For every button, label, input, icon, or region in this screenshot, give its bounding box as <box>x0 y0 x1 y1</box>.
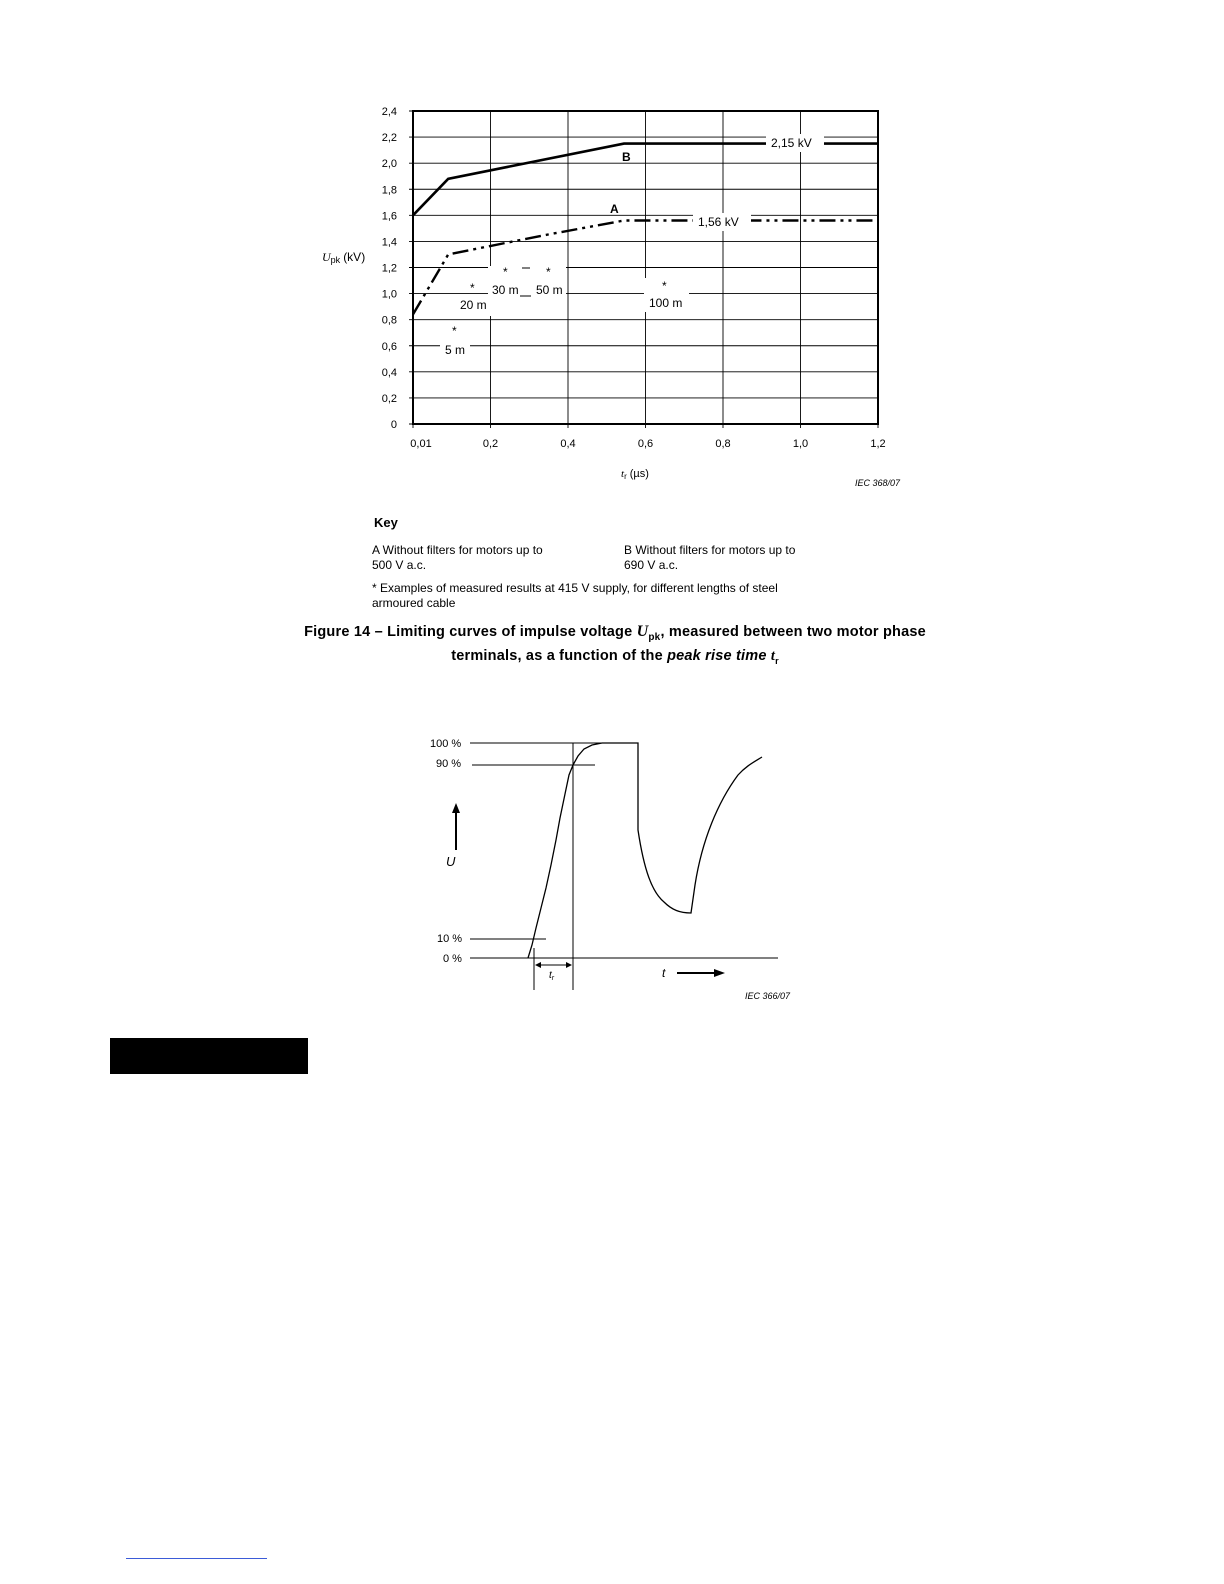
y-tick-label: 0,8 <box>381 314 397 327</box>
chart-grid <box>409 111 878 428</box>
iec-ref-366: IEC 366/07 <box>745 991 791 1001</box>
y-tick-label: 0 <box>390 419 397 431</box>
figure14-chart <box>0 0 1224 500</box>
x-tick-label: 0,8 <box>715 438 731 450</box>
x-tick-label: 0,01 <box>410 438 432 450</box>
series-label-a: A <box>610 202 619 216</box>
label-156kv: 1,56 kV <box>698 215 739 229</box>
y-tick-label: 0,4 <box>381 366 397 379</box>
redaction-bar <box>110 1038 308 1074</box>
y-tick-label: 2,0 <box>381 158 397 171</box>
y-tick-label: 1,2 <box>381 262 397 275</box>
label-5m: 5 m <box>445 343 466 357</box>
label-20m: 20 m <box>460 298 487 312</box>
tr-arrow-right <box>566 962 572 968</box>
star-100m: * <box>662 279 667 293</box>
y-tick-label: 0,2 <box>381 392 397 405</box>
x-tick-labels <box>410 438 885 450</box>
label-30m: 30 m <box>492 283 519 297</box>
level-10-label: 10 % <box>437 933 463 945</box>
star-20m: * <box>470 281 475 295</box>
caption-line2: terminals, as a function of the peak rise time $t_r$ <box>451 647 779 666</box>
series-label-b: B <box>622 150 631 164</box>
y-tick-label: 2,4 <box>381 106 397 118</box>
y-tick-label: 1,6 <box>381 210 397 223</box>
tr-label: $t_r$ <box>549 970 555 982</box>
star-5m: * <box>452 324 457 338</box>
x-tick-label: 0,4 <box>560 438 576 450</box>
y-tick-label: 0,6 <box>381 340 397 353</box>
level-0-label: 0 % <box>443 953 462 965</box>
figure15-waveform <box>0 720 1224 1040</box>
star-50m: * <box>546 265 551 279</box>
waveform-curve <box>528 743 762 958</box>
y-tick-label: 1,0 <box>381 288 397 301</box>
t-label: t <box>662 966 666 980</box>
label-50m: 50 m <box>536 283 563 297</box>
y-tick-label: 2,2 <box>381 132 397 145</box>
x-tick-label: 0,2 <box>482 438 499 450</box>
key-note-line1: * Examples of measured results at 415 V supply, for different lengths of steel <box>372 581 778 595</box>
key-a-line1: A Without filters for motors up to <box>372 543 543 557</box>
y-axis-title: Upk (kV) <box>322 250 366 265</box>
key-a-line2: 500 V a.c. <box>372 558 427 572</box>
label-215kv: 2,15 kV <box>771 136 812 150</box>
iec-ref-368: IEC 368/07 <box>855 478 901 488</box>
x-tick-label: 0,6 <box>637 438 654 450</box>
y-tick-label: 1,4 <box>381 236 397 249</box>
x-tick-label: 1,2 <box>870 438 886 450</box>
level-100-label: 100 % <box>430 738 462 750</box>
footnote-rule <box>126 1558 267 1559</box>
u-label: U <box>446 854 456 869</box>
y-tick-labels <box>382 106 397 431</box>
key-b-line2: 690 V a.c. <box>624 558 679 572</box>
x-tick-label: 1,0 <box>792 438 809 450</box>
x-axis-title: tr (µs) <box>621 468 649 481</box>
key-note-line2: armoured cable <box>372 596 456 610</box>
key-title: Key <box>374 515 398 530</box>
star-30m: * <box>503 265 508 279</box>
level-90-label: 90 % <box>436 758 462 770</box>
key-b-line1: B Without filters for motors up to <box>624 543 796 557</box>
u-arrow-head <box>452 803 460 813</box>
y-tick-label: 1,8 <box>381 184 397 197</box>
label-100m: 100 m <box>649 296 683 310</box>
t-arrow-head <box>714 969 725 977</box>
tr-arrow-left <box>535 962 541 968</box>
caption-line1: Figure 14 – Limiting curves of impulse voltage $U_{pk}$, measured between two motor phase <box>304 623 926 643</box>
figure14-caption <box>200 622 1030 671</box>
